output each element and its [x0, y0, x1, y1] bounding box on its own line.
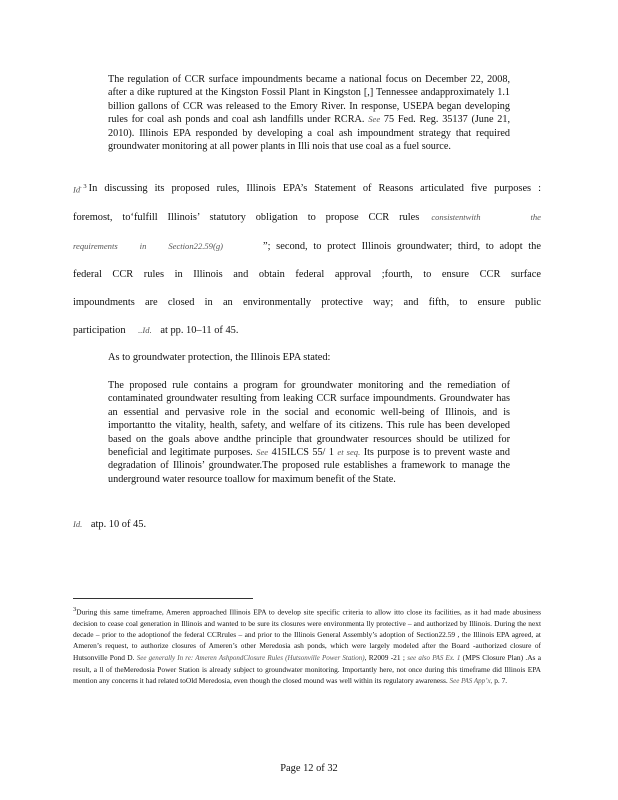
quote1-see-signal: See: [368, 114, 381, 125]
body-text-l1: In discussing its proposed rules, Illinois EPA’s Statement of Reasons articulated five purposes :: [88, 183, 541, 194]
body-text-l5: impoundments are closed in an environmentally protective way; and fifth, to ensure public: [73, 297, 541, 308]
italic-consistentwith: consistentwith: [431, 212, 481, 222]
body-text-l6b: at pp. 10–11 of 45.: [160, 325, 239, 336]
body-line-4: [73, 269, 541, 280]
footnote-text-c: (MPS Closure Plan) .As a result, a ll of theMeredosia Power Station is already subject to groundwater monitoring. Importantly here, not once during this timeframe did Illinois EPA mention any concerns it had related toOld Meredosia, even though the closed mound was well within its regulatory awareness.: [73, 652, 542, 686]
id-cite-3: Id.: [73, 519, 83, 529]
quote2-citation: 415ILCS 55/ 1: [271, 447, 334, 459]
italic-the: the: [530, 212, 541, 222]
footnote-3: [73, 604, 541, 688]
footnote-text-a: During this same timeframe, Ameren approached Illinois EPA to develop site specific criteria to allow itto close its facilities, as it had made abusiness decision to cease coal generation in Illinois and wanted to be sure its closures were environmenta lly protective – and authorized by Illinois. During the next decade – prior to the adoptionof the federal CCRrules – and prior to the Illinois General Assembly’s adoption of Section22.59 , the Illinois EPA agreed, at Ameren’s request, to authorize closures of Ameren’s other Meredosia ash ponds, which were largely modeled after the Board -authorized closure of Hutsonville Pond D.: [73, 607, 541, 662]
body-line-6: [73, 325, 541, 336]
footnote-text-b: , R2009 -21 ;: [364, 652, 405, 662]
id-cite: Id: [73, 184, 81, 195]
body-line-5: [73, 297, 541, 308]
footnote-italic-2: see also PAS Ex. 1: [407, 653, 461, 662]
quote2-see-signal: See: [256, 447, 269, 458]
block-quote-ccr-history: [108, 73, 510, 153]
block-quote-groundwater: [108, 379, 510, 486]
footnote-italic-1: See generally In re: Ameren AshpondClosure Rules (Hutsonville Power Station): [136, 653, 365, 662]
body-line-1: [73, 183, 541, 195]
body-text-l3: ”; second, to protect Illinois groundwater; third, to adopt the: [263, 241, 541, 252]
page-number: Page 12 of 32: [280, 763, 338, 774]
id-cite-2: ..Id.: [138, 325, 152, 335]
body-line-3: [73, 241, 541, 252]
quote1-text: The regulation of CCR surface impoundments became a national focus on December 22, 2008, after a dike ruptured at the Kingston Fossil Plant in Kingston [,] Tennessee andapproximately 1.1 billion gallons of CCR was released to the Emory River. In response, USEPA began developing rules for coal ash ponds and coal ash landfills under RCRA.: [108, 74, 510, 126]
body-line-7: [108, 352, 576, 363]
body-text-l2: foremost, to‘fulfill Illinois’ statutory obligation to propose CCR rules: [73, 212, 420, 223]
footnote-italic-3: See PAS App’x,: [449, 677, 493, 686]
body-text-l6a: participation: [73, 325, 126, 336]
footnote-separator: [73, 598, 253, 599]
footnote-text-d: p. 7.: [494, 676, 508, 686]
quote2-et-seq: et seq.: [337, 447, 361, 458]
body-line-8: [73, 519, 541, 530]
body-text-l7: As to groundwater protection, the Illinois EPA stated:: [108, 352, 331, 363]
body-text-l4: federal CCR rules in Illinois and obtain federal approval ;fourth, to ensure CCR surface: [73, 269, 541, 280]
quote2-text: The proposed rule contains a program for groundwater monitoring and the remediation of contaminated groundwater resulting from leaking CCR surface impoundments. Groundwater has an essential and pervasive role in the social and economic well-being of Illinois, and is importantto the vitality, health, safety, and welfare of its citizens. This rule has been developed based on the goals above andthe principle that groundwater resources should be utilized for beneficial and legitimate purposes.: [108, 380, 510, 459]
body-line-2: [73, 212, 541, 223]
body-text-l8: atp. 10 of 45.: [90, 519, 147, 530]
italic-requirements: requirements in Section22.59(g): [73, 241, 223, 251]
quote1-citation: 75 Fed. Reg. 35137 (June 21, 2010). Illinois EPA responded by developing a coal ash impoundment strategy that required groundwater monitoring at all power plants in Illi nois that use coal as a fuel source.: [108, 114, 511, 153]
quote2-rest: Its purpose is to prevent waste and degradation of Illinois’ groundwater.The proposed rule establishes a framework to manage the underground water resource toallow for maximum benefit of the State.: [108, 447, 510, 485]
footnote-mark: 3: [73, 606, 77, 613]
footnote-ref-3[interactable]: . 3: [80, 183, 87, 190]
